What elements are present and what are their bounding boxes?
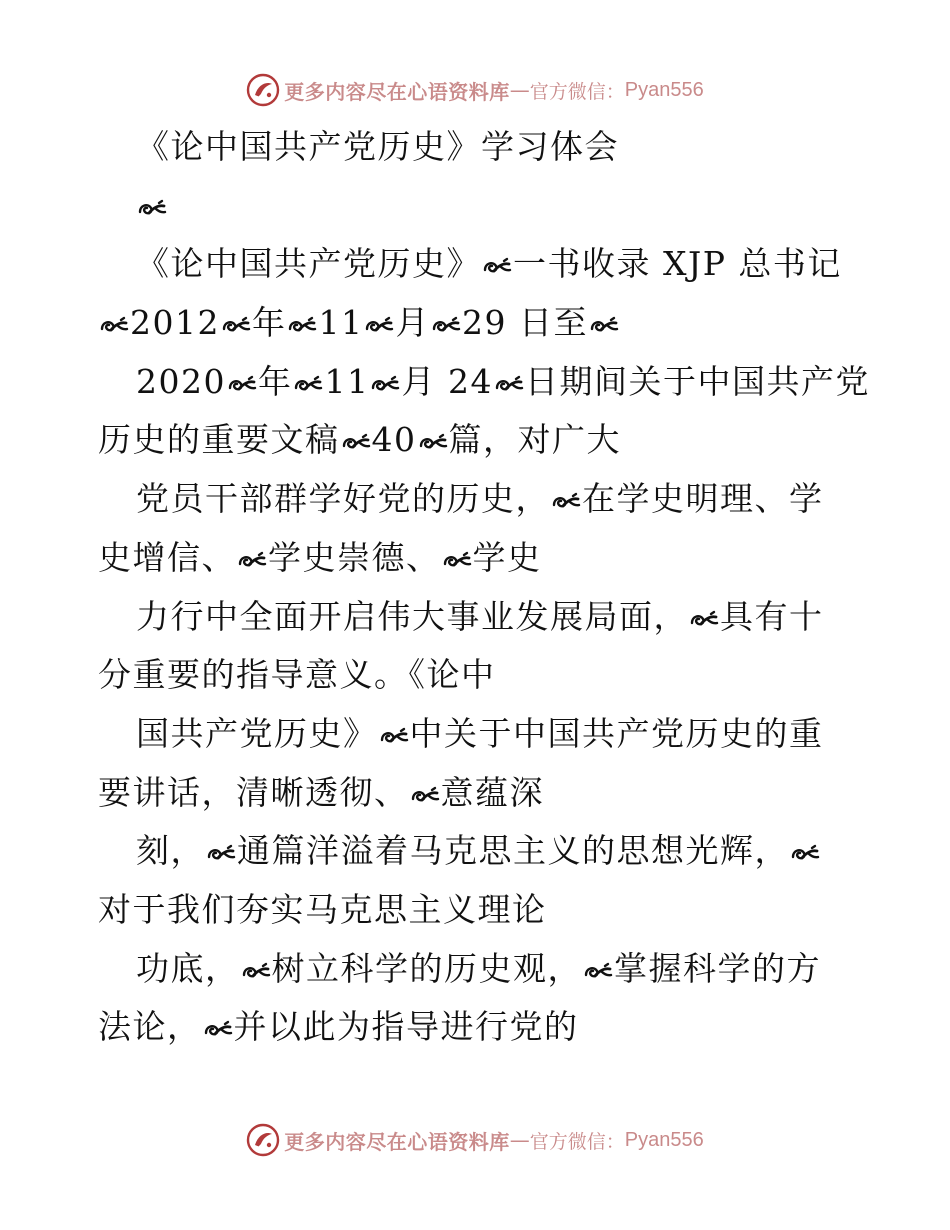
document-text-run: 对于我们夯实马克思主义理论 <box>98 889 547 929</box>
swirl-ornament-icon <box>379 725 409 747</box>
document-text-run: 国共产党历史》 <box>136 713 378 753</box>
swirl-ornament-icon <box>293 373 323 395</box>
document-body <box>98 118 870 1057</box>
document-line <box>98 588 858 647</box>
document-text-run: 法论， <box>98 1007 202 1047</box>
swirl-ornament-icon <box>689 608 719 630</box>
swirl-ornament-icon <box>589 314 619 336</box>
document-text-run: 40 <box>371 420 417 460</box>
header-banner-text: 更多内容尽在心语资料库 <box>284 79 510 104</box>
header-banner-dash: — <box>509 78 530 102</box>
document-line <box>98 294 858 353</box>
document-text-run: 刻， <box>136 831 205 871</box>
document-text-run: 29 日至 <box>461 303 588 343</box>
document-title: 《论中国共产党历史》学习体会 <box>136 127 619 166</box>
document-text-run: 《论中国共产党历史》 <box>136 244 481 284</box>
document-line <box>98 529 858 588</box>
seal-logo-icon <box>246 73 280 107</box>
footer-banner-dash: — <box>509 1128 530 1152</box>
document-text-run: 具有十 <box>720 596 824 636</box>
swirl-ornament-icon <box>431 314 461 336</box>
swirl-ornament-icon <box>482 255 512 277</box>
document-text-run: 篇，对广大 <box>448 420 621 460</box>
swirl-ornament-icon <box>551 490 581 512</box>
document-line <box>98 881 858 940</box>
document-text-run: 中关于中国共产党历史的重 <box>409 713 824 753</box>
swirl-ornament-icon <box>287 314 317 336</box>
swirl-ornament-icon <box>364 314 394 336</box>
swirl-ornament-icon <box>418 431 448 453</box>
document-text-run: 历史的重要文稿 <box>98 420 340 460</box>
swirl-ornament-icon <box>99 314 129 336</box>
document-marker-line <box>98 177 858 236</box>
document-text-run: 月 <box>395 303 430 343</box>
swirl-ornament-icon <box>206 842 236 864</box>
document-text-run: 树立科学的历史观， <box>271 948 582 988</box>
document-text-run: 日期间关于中国共产党 <box>524 361 870 401</box>
document-text-run: 月 24 <box>401 361 493 401</box>
document-text-run: 党员干部群学好党的历史， <box>136 479 550 519</box>
document-line <box>98 411 858 470</box>
swirl-ornament-icon <box>494 373 524 395</box>
footer-wechat-id: Pyan556 <box>624 1128 704 1151</box>
document-text-run: 11 <box>318 303 364 343</box>
document-text-run: 意蕴深 <box>440 772 544 812</box>
document-text-run: 学史 <box>472 537 542 577</box>
swirl-ornament-icon <box>410 784 440 806</box>
swirl-ornament-icon <box>442 549 472 571</box>
swirl-ornament-icon <box>227 373 257 395</box>
header-banner-subtext: 官方微信： <box>529 80 625 103</box>
document-text-run: 2012 <box>130 303 220 343</box>
document-text-run: 并以此为指导进行党的 <box>233 1007 579 1047</box>
document-text-run: 学史崇德、 <box>268 537 441 577</box>
document-line <box>98 940 858 999</box>
document-text-run: 分重要的指导意义。《论中 <box>98 655 496 695</box>
document-line <box>98 470 858 529</box>
document-text-run: 年 <box>251 303 287 343</box>
document-text-run: 力行中全面开启伟大事业发展局面， <box>136 596 688 636</box>
document-line <box>98 353 870 412</box>
document-text-run: 要讲话，清晰透彻、 <box>98 772 409 812</box>
header-banner <box>0 68 950 112</box>
document-text-run: 一书收录 XJP 总书记 <box>513 244 842 284</box>
swirl-ornament-icon <box>221 314 251 336</box>
document-text-run: 史增信、 <box>98 537 236 577</box>
document-paragraph <box>98 235 870 1057</box>
document-text-run: 通篇洋溢着马克思主义的思想光辉， <box>237 831 789 871</box>
document-text-run: 功底， <box>136 948 240 988</box>
swirl-ornament-icon <box>370 373 400 395</box>
seal-logo-icon <box>246 1123 280 1157</box>
swirl-ornament-icon <box>241 960 271 982</box>
swirl-ornament-icon <box>583 960 613 982</box>
swirl-ornament-icon <box>341 431 371 453</box>
document-text-run: 11 <box>324 361 370 401</box>
document-text-run: 2020 <box>136 361 226 401</box>
document-text-run: 在学史明理、学 <box>582 479 824 519</box>
document-text-run: 掌握科学的方 <box>614 948 821 988</box>
footer-banner-subtext: 官方微信： <box>529 1130 625 1153</box>
swirl-ornament-icon <box>137 197 167 219</box>
swirl-ornament-icon <box>790 842 820 864</box>
document-line <box>98 822 858 881</box>
swirl-ornament-icon <box>203 1018 233 1040</box>
header-wechat-id: Pyan556 <box>624 78 704 101</box>
document-line <box>98 764 858 823</box>
footer-banner-text: 更多内容尽在心语资料库 <box>284 1129 510 1154</box>
document-line <box>98 646 858 705</box>
document-line <box>98 998 858 1057</box>
swirl-ornament-icon <box>237 549 267 571</box>
document-line <box>98 235 858 294</box>
footer-banner <box>0 1118 950 1162</box>
document-line <box>98 705 858 764</box>
document-text-run: 年 <box>257 361 293 401</box>
